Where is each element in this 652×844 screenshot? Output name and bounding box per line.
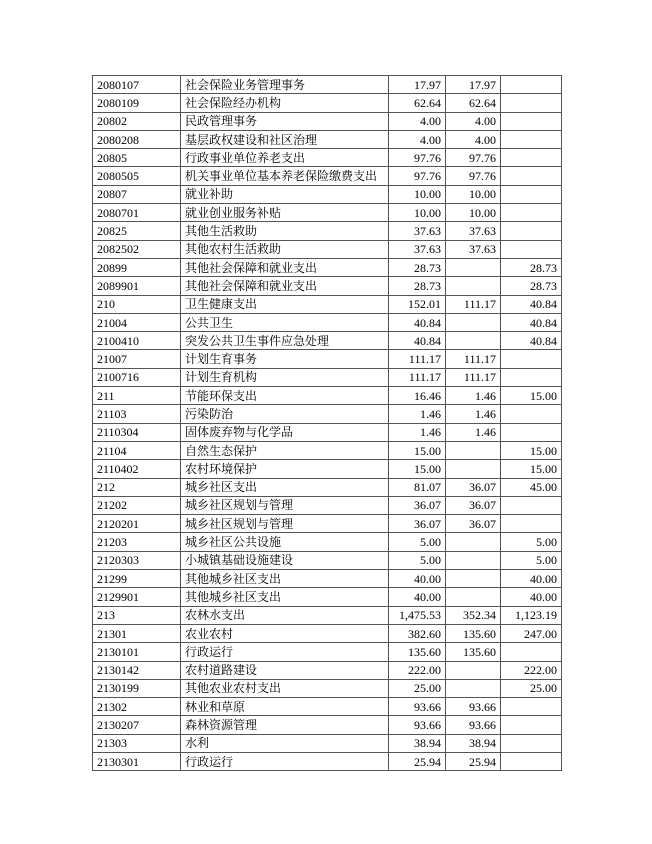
table-row — [93, 515, 562, 533]
description-cell: 水利 — [181, 734, 389, 752]
description-cell: 农村环境保护 — [181, 460, 389, 478]
code-cell: 212 — [93, 478, 181, 496]
table-row — [93, 423, 562, 441]
code-cell: 21302 — [93, 698, 181, 716]
amount-cell-1: 25.94 — [389, 752, 446, 770]
table-row — [93, 130, 562, 148]
table-row — [93, 588, 562, 606]
amount-cell-1: 1.46 — [389, 405, 446, 423]
code-cell: 2120303 — [93, 551, 181, 569]
description-cell: 节能环保支出 — [181, 387, 389, 405]
code-cell: 21104 — [93, 441, 181, 459]
table-row — [93, 240, 562, 258]
amount-cell-2 — [446, 332, 501, 350]
table-row — [93, 185, 562, 203]
amount-cell-3: 40.84 — [501, 295, 562, 313]
description-cell: 卫生健康支出 — [181, 295, 389, 313]
description-cell: 城乡社区支出 — [181, 478, 389, 496]
amount-cell-2: 352.34 — [446, 606, 501, 624]
amount-cell-3: 222.00 — [501, 661, 562, 679]
description-cell: 污染防治 — [181, 405, 389, 423]
table-row — [93, 277, 562, 295]
table-row — [93, 570, 562, 588]
code-cell: 2130207 — [93, 716, 181, 734]
code-cell: 21203 — [93, 533, 181, 551]
table-row — [93, 258, 562, 276]
amount-cell-2 — [446, 551, 501, 569]
code-cell: 2089901 — [93, 277, 181, 295]
code-cell: 2129901 — [93, 588, 181, 606]
description-cell: 公共卫生 — [181, 313, 389, 331]
table-row — [93, 167, 562, 185]
amount-cell-1: 152.01 — [389, 295, 446, 313]
code-cell: 2130142 — [93, 661, 181, 679]
code-cell: 2120201 — [93, 515, 181, 533]
description-cell: 行政运行 — [181, 752, 389, 770]
table-row — [93, 624, 562, 642]
amount-cell-1: 28.73 — [389, 277, 446, 295]
table-row — [93, 679, 562, 697]
amount-cell-1: 4.00 — [389, 112, 446, 130]
amount-cell-3: 15.00 — [501, 460, 562, 478]
amount-cell-2 — [446, 277, 501, 295]
amount-cell-3 — [501, 734, 562, 752]
amount-cell-1: 40.00 — [389, 588, 446, 606]
table-row — [93, 313, 562, 331]
amount-cell-1: 5.00 — [389, 533, 446, 551]
amount-cell-3: 40.84 — [501, 313, 562, 331]
amount-cell-3 — [501, 185, 562, 203]
table-row — [93, 643, 562, 661]
amount-cell-1: 111.17 — [389, 368, 446, 386]
table-row — [93, 204, 562, 222]
amount-cell-2: 111.17 — [446, 350, 501, 368]
amount-cell-2: 1.46 — [446, 387, 501, 405]
amount-cell-3: 40.00 — [501, 570, 562, 588]
amount-cell-2: 36.07 — [446, 478, 501, 496]
amount-cell-2: 111.17 — [446, 295, 501, 313]
amount-cell-3 — [501, 149, 562, 167]
amount-cell-3 — [501, 222, 562, 240]
code-cell: 21202 — [93, 496, 181, 514]
description-cell: 城乡社区规划与管理 — [181, 515, 389, 533]
budget-table-container — [92, 75, 561, 771]
table-row — [93, 661, 562, 679]
amount-cell-3 — [501, 405, 562, 423]
amount-cell-2: 93.66 — [446, 698, 501, 716]
amount-cell-3 — [501, 496, 562, 514]
amount-cell-2: 10.00 — [446, 204, 501, 222]
table-row — [93, 460, 562, 478]
amount-cell-1: 38.94 — [389, 734, 446, 752]
code-cell: 2082502 — [93, 240, 181, 258]
description-cell: 城乡社区公共设施 — [181, 533, 389, 551]
code-cell: 21103 — [93, 405, 181, 423]
amount-cell-2: 25.94 — [446, 752, 501, 770]
description-cell: 民政管理事务 — [181, 112, 389, 130]
table-row — [93, 533, 562, 551]
description-cell: 其他城乡社区支出 — [181, 588, 389, 606]
table-row — [93, 332, 562, 350]
description-cell: 其他农业农村支出 — [181, 679, 389, 697]
amount-cell-2: 97.76 — [446, 149, 501, 167]
amount-cell-3 — [501, 368, 562, 386]
table-row — [93, 606, 562, 624]
amount-cell-2: 17.97 — [446, 76, 501, 94]
amount-cell-3 — [501, 350, 562, 368]
amount-cell-2: 10.00 — [446, 185, 501, 203]
amount-cell-1: 1.46 — [389, 423, 446, 441]
amount-cell-2: 93.66 — [446, 716, 501, 734]
code-cell: 20802 — [93, 112, 181, 130]
amount-cell-2: 36.07 — [446, 515, 501, 533]
code-cell: 2130301 — [93, 752, 181, 770]
amount-cell-2 — [446, 588, 501, 606]
amount-cell-3: 15.00 — [501, 441, 562, 459]
amount-cell-2: 135.60 — [446, 624, 501, 642]
amount-cell-1: 93.66 — [389, 698, 446, 716]
code-cell: 2080107 — [93, 76, 181, 94]
description-cell: 小城镇基础设施建设 — [181, 551, 389, 569]
amount-cell-3: 5.00 — [501, 551, 562, 569]
amount-cell-1: 62.64 — [389, 94, 446, 112]
amount-cell-1: 28.73 — [389, 258, 446, 276]
code-cell: 20825 — [93, 222, 181, 240]
table-row — [93, 387, 562, 405]
description-cell: 其他社会保障和就业支出 — [181, 258, 389, 276]
amount-cell-3: 45.00 — [501, 478, 562, 496]
code-cell: 2080505 — [93, 167, 181, 185]
amount-cell-1: 10.00 — [389, 185, 446, 203]
amount-cell-1: 36.07 — [389, 496, 446, 514]
amount-cell-2: 36.07 — [446, 496, 501, 514]
description-cell: 城乡社区规划与管理 — [181, 496, 389, 514]
amount-cell-1: 97.76 — [389, 167, 446, 185]
amount-cell-2 — [446, 570, 501, 588]
table-row — [93, 551, 562, 569]
description-cell: 社会保险业务管理事务 — [181, 76, 389, 94]
amount-cell-3 — [501, 716, 562, 734]
table-row — [93, 716, 562, 734]
description-cell: 固体废弃物与化学品 — [181, 423, 389, 441]
table-row — [93, 149, 562, 167]
amount-cell-2: 4.00 — [446, 130, 501, 148]
code-cell: 20805 — [93, 149, 181, 167]
amount-cell-3: 40.00 — [501, 588, 562, 606]
code-cell: 2080208 — [93, 130, 181, 148]
amount-cell-3 — [501, 112, 562, 130]
amount-cell-1: 97.76 — [389, 149, 446, 167]
description-cell: 就业创业服务补贴 — [181, 204, 389, 222]
amount-cell-3 — [501, 94, 562, 112]
description-cell: 行政事业单位养老支出 — [181, 149, 389, 167]
code-cell: 20899 — [93, 258, 181, 276]
table-row — [93, 734, 562, 752]
amount-cell-2 — [446, 679, 501, 697]
amount-cell-2: 37.63 — [446, 222, 501, 240]
description-cell: 机关事业单位基本养老保险缴费支出 — [181, 167, 389, 185]
amount-cell-1: 222.00 — [389, 661, 446, 679]
description-cell: 基层政权建设和社区治理 — [181, 130, 389, 148]
table-row — [93, 295, 562, 313]
amount-cell-3 — [501, 698, 562, 716]
code-cell: 21007 — [93, 350, 181, 368]
code-cell: 2130101 — [93, 643, 181, 661]
budget-table-body — [93, 76, 562, 771]
code-cell: 21299 — [93, 570, 181, 588]
code-cell: 213 — [93, 606, 181, 624]
amount-cell-3: 28.73 — [501, 258, 562, 276]
description-cell: 农林水支出 — [181, 606, 389, 624]
budget-table — [92, 75, 562, 771]
code-cell: 21004 — [93, 313, 181, 331]
description-cell: 其他生活救助 — [181, 222, 389, 240]
table-row — [93, 350, 562, 368]
code-cell: 20807 — [93, 185, 181, 203]
amount-cell-2 — [446, 661, 501, 679]
amount-cell-1: 37.63 — [389, 222, 446, 240]
table-row — [93, 478, 562, 496]
amount-cell-1: 5.00 — [389, 551, 446, 569]
amount-cell-1: 25.00 — [389, 679, 446, 697]
amount-cell-1: 16.46 — [389, 387, 446, 405]
table-row — [93, 368, 562, 386]
amount-cell-3 — [501, 423, 562, 441]
table-row — [93, 222, 562, 240]
description-cell: 行政运行 — [181, 643, 389, 661]
amount-cell-2 — [446, 460, 501, 478]
description-cell: 就业补助 — [181, 185, 389, 203]
table-row — [93, 441, 562, 459]
description-cell: 农村道路建设 — [181, 661, 389, 679]
amount-cell-1: 15.00 — [389, 460, 446, 478]
description-cell: 其他城乡社区支出 — [181, 570, 389, 588]
code-cell: 2080109 — [93, 94, 181, 112]
amount-cell-2 — [446, 258, 501, 276]
amount-cell-3: 25.00 — [501, 679, 562, 697]
description-cell: 计划生育机构 — [181, 368, 389, 386]
amount-cell-2: 1.46 — [446, 423, 501, 441]
amount-cell-1: 36.07 — [389, 515, 446, 533]
amount-cell-3: 40.84 — [501, 332, 562, 350]
table-row — [93, 112, 562, 130]
amount-cell-1: 135.60 — [389, 643, 446, 661]
amount-cell-1: 37.63 — [389, 240, 446, 258]
description-cell: 社会保险经办机构 — [181, 94, 389, 112]
amount-cell-2 — [446, 441, 501, 459]
amount-cell-3 — [501, 167, 562, 185]
amount-cell-1: 10.00 — [389, 204, 446, 222]
table-row — [93, 496, 562, 514]
code-cell: 2130199 — [93, 679, 181, 697]
amount-cell-2: 62.64 — [446, 94, 501, 112]
code-cell: 2100410 — [93, 332, 181, 350]
amount-cell-3: 15.00 — [501, 387, 562, 405]
amount-cell-1: 40.84 — [389, 313, 446, 331]
table-row — [93, 698, 562, 716]
amount-cell-3 — [501, 752, 562, 770]
amount-cell-3: 5.00 — [501, 533, 562, 551]
description-cell: 突发公共卫生事件应急处理 — [181, 332, 389, 350]
code-cell: 2110402 — [93, 460, 181, 478]
amount-cell-2 — [446, 533, 501, 551]
amount-cell-2: 4.00 — [446, 112, 501, 130]
code-cell: 2080701 — [93, 204, 181, 222]
code-cell: 21303 — [93, 734, 181, 752]
amount-cell-1: 81.07 — [389, 478, 446, 496]
amount-cell-2: 37.63 — [446, 240, 501, 258]
table-row — [93, 405, 562, 423]
code-cell: 2100716 — [93, 368, 181, 386]
amount-cell-1: 40.84 — [389, 332, 446, 350]
description-cell: 林业和草原 — [181, 698, 389, 716]
amount-cell-3: 247.00 — [501, 624, 562, 642]
amount-cell-3: 28.73 — [501, 277, 562, 295]
amount-cell-3 — [501, 240, 562, 258]
code-cell: 211 — [93, 387, 181, 405]
description-cell: 自然生态保护 — [181, 441, 389, 459]
amount-cell-2: 135.60 — [446, 643, 501, 661]
table-row — [93, 76, 562, 94]
description-cell: 其他农村生活救助 — [181, 240, 389, 258]
amount-cell-1: 17.97 — [389, 76, 446, 94]
code-cell: 210 — [93, 295, 181, 313]
amount-cell-1: 1,475.53 — [389, 606, 446, 624]
amount-cell-1: 40.00 — [389, 570, 446, 588]
amount-cell-1: 15.00 — [389, 441, 446, 459]
amount-cell-2: 1.46 — [446, 405, 501, 423]
amount-cell-1: 93.66 — [389, 716, 446, 734]
amount-cell-2: 111.17 — [446, 368, 501, 386]
amount-cell-2 — [446, 313, 501, 331]
amount-cell-1: 111.17 — [389, 350, 446, 368]
amount-cell-1: 4.00 — [389, 130, 446, 148]
description-cell: 森林资源管理 — [181, 716, 389, 734]
table-row — [93, 752, 562, 770]
description-cell: 计划生育事务 — [181, 350, 389, 368]
code-cell: 2110304 — [93, 423, 181, 441]
amount-cell-2: 38.94 — [446, 734, 501, 752]
amount-cell-1: 382.60 — [389, 624, 446, 642]
description-cell: 农业农村 — [181, 624, 389, 642]
amount-cell-3 — [501, 76, 562, 94]
description-cell: 其他社会保障和就业支出 — [181, 277, 389, 295]
amount-cell-3 — [501, 515, 562, 533]
code-cell: 21301 — [93, 624, 181, 642]
amount-cell-3: 1,123.19 — [501, 606, 562, 624]
amount-cell-3 — [501, 643, 562, 661]
amount-cell-3 — [501, 130, 562, 148]
table-row — [93, 94, 562, 112]
amount-cell-2: 97.76 — [446, 167, 501, 185]
amount-cell-3 — [501, 204, 562, 222]
